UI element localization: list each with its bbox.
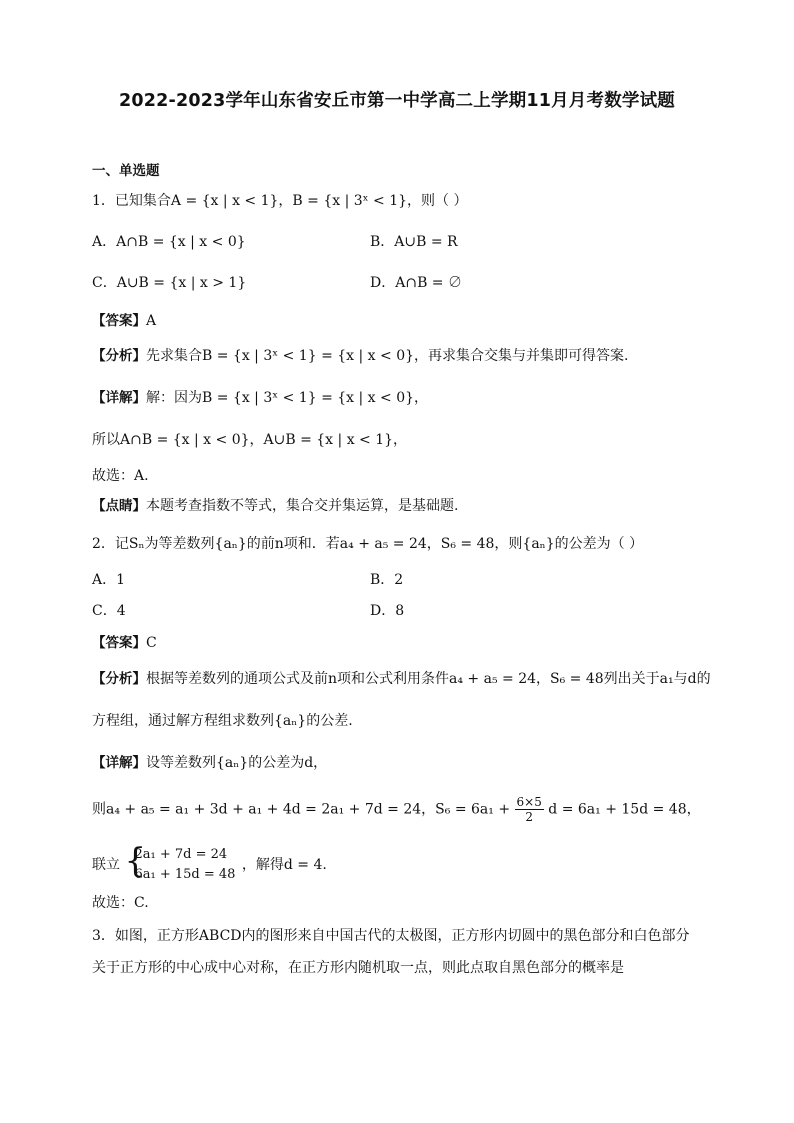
answer-value: A [146, 313, 157, 329]
q2-option-a: A．1 [92, 572, 126, 588]
answer-tag: 【答案】 [92, 635, 146, 651]
q2-system [92, 841, 327, 885]
q2-choice: 故选：C. [92, 895, 149, 911]
page-title: 2022-2023学年山东省安丘市第一中学高二上学期11月月考数学试题 [118, 91, 676, 111]
detail-text: 解：因为B = {x | 3ˣ < 1} = {x | x < 0}， [146, 390, 429, 406]
q2-option-c: C．4 [92, 603, 126, 619]
fraction-numerator: 6×5 [516, 795, 542, 809]
q2-option-b: B．2 [370, 572, 404, 588]
q2-option-d: D．8 [370, 603, 405, 619]
comment-text: 本题考查指数不等式，集合交并集运算，是基础题. [146, 498, 459, 514]
q1-option-c: C．A∪B = {x | x > 1} [92, 275, 247, 291]
q2-detail [92, 753, 327, 773]
q1-choice: 故选：A. [92, 468, 149, 484]
analysis-text: 先求集合B = {x | 3ˣ < 1} = {x | x < 0}，再求集合交集与并集即可得答案. [146, 348, 629, 364]
fraction-denominator: 2 [525, 810, 533, 824]
comment-tag: 【点睛】 [92, 498, 146, 514]
q1-detail [92, 388, 428, 408]
q1-answer [92, 311, 156, 331]
analysis-tag: 【分析】 [92, 348, 146, 364]
analysis-text: 根据等差数列的通项公式及前n项和公式利用条件a₄ + a₅ = 24，S₆ = 48列出关于a₁与d的 [146, 671, 711, 687]
q1-option-d: D．A∩B = ∅ [370, 275, 462, 291]
detail-text: 设等差数列{aₙ}的公差为d， [146, 755, 328, 771]
q2-analysis [92, 669, 711, 689]
detail-tag: 【详解】 [92, 755, 146, 771]
q1-comment [92, 496, 458, 516]
q3-stem: 3．如图，正方形ABCD内的图形来自中国古代的太极图，正方形内切圆中的黑色部分和白色部分 [92, 928, 690, 944]
brace-icon: { [124, 841, 147, 881]
q2-answer [92, 633, 157, 653]
equation-part-b: d = 6a₁ + 15d = 48， [548, 801, 701, 818]
answer-value: C [146, 635, 157, 651]
q1-analysis [92, 346, 628, 366]
q2-detail-equation [92, 795, 701, 824]
answer-tag: 【答案】 [92, 313, 146, 329]
q2-analysis-line2: 方程组，通过解方程组求数列{aₙ}的公差. [92, 713, 353, 729]
system-suffix: ，解得d = 4. [241, 857, 327, 873]
system-row-1: 2a₁ + 7d = 24 [134, 847, 228, 862]
system-prefix: 联立 [92, 857, 120, 873]
section-heading: 一、单选题 [92, 163, 160, 179]
equation-part-a: 则a₄ + a₅ = a₁ + 3d + a₁ + 4d = 2a₁ + 7d = 24，S₆ = 6a₁ + [92, 801, 511, 818]
fraction [515, 795, 544, 824]
system-row-2: 6a₁ + 15d = 48 [134, 867, 236, 882]
q1-stem: 1．已知集合A = {x | x < 1}，B = {x | 3ˣ < 1}，则（ ） [92, 193, 468, 209]
equation-system [124, 841, 236, 885]
q2-stem: 2．记Sₙ为等差数列{aₙ}的前n项和．若a₄ + a₅ = 24，S₆ = 48，则{aₙ}的公差为（ ） [92, 536, 644, 552]
q3-stem-line2: 关于正方形的中心成中心对称，在正方形内随机取一点，则此点取自黑色部分的概率是 [92, 960, 624, 976]
q1-detail-line2: 所以A∩B = {x | x < 0}，A∪B = {x | x < 1}， [92, 432, 408, 448]
q1-option-a: A．A∩B = {x | x < 0} [92, 234, 246, 250]
analysis-tag: 【分析】 [92, 671, 146, 687]
detail-tag: 【详解】 [92, 390, 146, 406]
q1-option-b: B．A∪B = R [370, 234, 458, 250]
